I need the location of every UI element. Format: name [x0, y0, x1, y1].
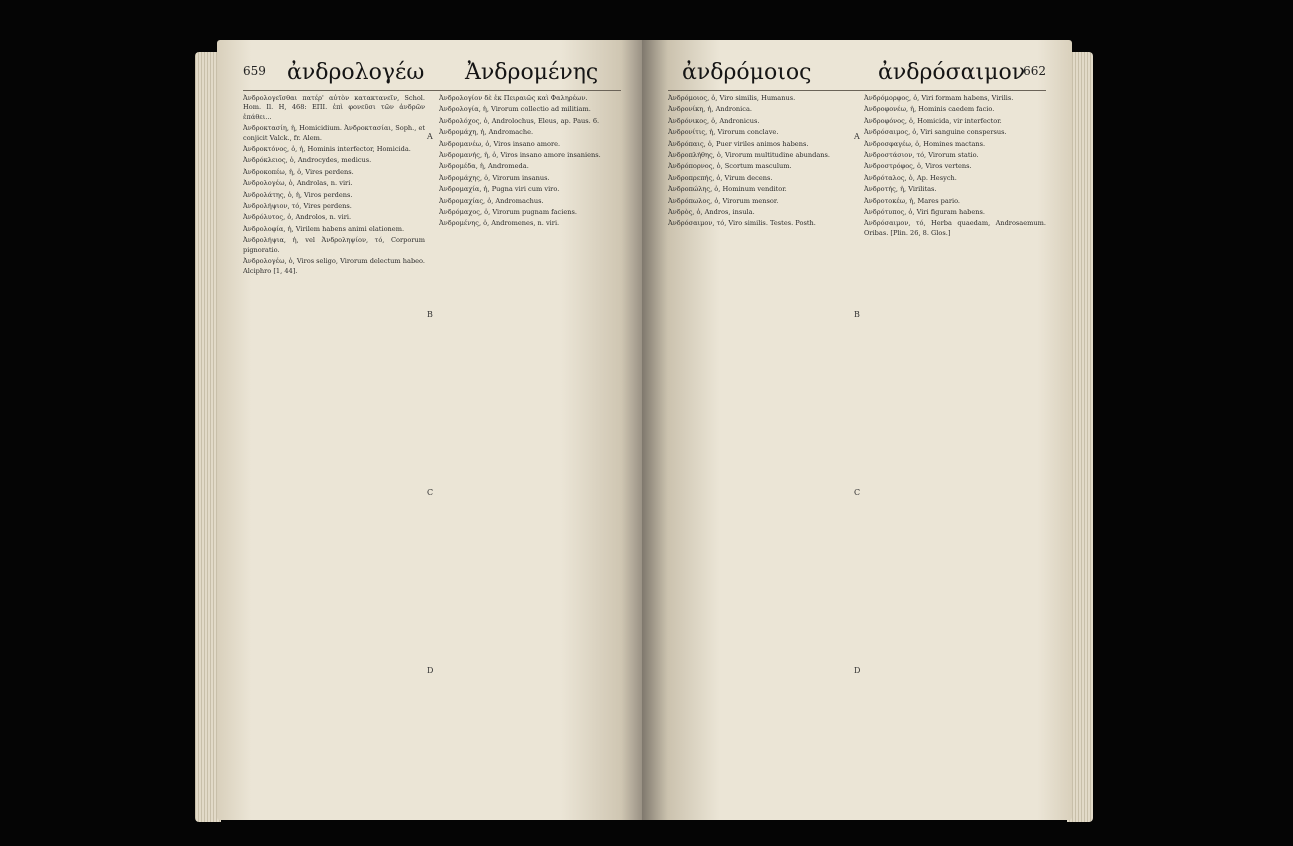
entry: Ἀνδρομαχία, ἡ, Pugna viri cum viro.	[439, 185, 560, 194]
entry: Ἀνδρόσαιμον, τό, Herba quaedam, Androsaemum. Oribas. [Plin. 26, 8. Glos.]	[864, 219, 1046, 237]
entry: Ἀνδρόσαιμος, ὁ, Viri sanguine conspersus.	[864, 128, 1007, 137]
entry: Ἀνδρολογία, ἡ, Virorum collectio ad militiam.	[439, 105, 591, 114]
entry: Ἀνδρὸς, ὁ, Andros, insula.	[668, 208, 755, 217]
entry: Ἀνδρομάχη, ἡ, Andromache.	[439, 128, 534, 137]
column-right	[864, 94, 1046, 802]
entry: Ἀνδροκοπέω, ἡ, ὁ, Vires perdens.	[243, 167, 354, 176]
margin-mark: B	[854, 310, 860, 319]
entry: Ἀνδρόμορφος, ὁ, Viri formam habens, Virilis.	[864, 94, 1014, 102]
header-rule	[243, 90, 621, 91]
entry: Ἀνδρολάτης, ὁ, ἡ, Viros perdens.	[243, 190, 353, 199]
entry: Ἀνδρόκλειος, ὁ, Androcydes, medicus.	[243, 156, 372, 165]
margin-mark: A	[854, 132, 860, 141]
entry: Ἀνδρομένης, ὁ, Andromenes, n. viri.	[439, 219, 560, 228]
entry: Ἀνδρολήψια, ἡ, vel Ἀνδροληψίον, τό, Corporum pignoratio.	[243, 236, 425, 254]
entry: Ἀνδρομάχης, ὁ, Virorum insanus.	[439, 173, 550, 182]
page-number-left: 659	[243, 64, 266, 78]
left-page	[217, 40, 647, 820]
entry: Ἀνδρόμαχος, ὁ, Virorum pugnam faciens.	[439, 208, 577, 217]
text-columns	[243, 94, 621, 802]
entry: Ἀνδροκτόνος, ὁ, ἡ, Hominis interfector, Homicida.	[243, 145, 411, 154]
header-rule	[668, 90, 1046, 91]
entry: Ἀνδρόπορνος, ὁ, Scortum masculum.	[668, 162, 792, 171]
margin-mark: B	[427, 310, 433, 319]
entry: Ἀνδροτής, ἡ, Virilitas.	[864, 185, 937, 194]
entry: Ἀνδροσφαγέω, ὁ, Homines mactans.	[864, 139, 986, 148]
entry: Ἀνδροπρεπής, ὁ, Virum decens.	[668, 173, 773, 182]
entry: Ἀνδρολογεῖσθαι πατέρ' αὐτὸν κατακτανεῖν, Schol. Hom. Il. H, 468: ΕΠΙ. ἐπὶ φονεῦσι τῶν ἀνδρῶν ἐπάθει...	[243, 94, 425, 121]
margin-mark: C	[427, 488, 434, 497]
header-headword-left: ἀνδρόμοιος	[682, 60, 812, 85]
open-book	[195, 40, 1093, 830]
entry: Ἀνδρόσαιμον, τό, Viro similis. Testes. Posth.	[668, 219, 816, 228]
entry: Ἀνδρολογέω, ὁ, Viros seligo, Virorum delectum habeo. Alciphro [1, 44].	[243, 257, 425, 275]
entry: Ἀνδρόπωλος, ὁ, Virorum mensor.	[668, 196, 779, 205]
entry: Ἀνδρόνικος, ὁ, Andronicus.	[668, 116, 760, 125]
entry: Ἀνδρολήψιον, τό, Vires perdens.	[243, 202, 352, 211]
header-headword-right: Ἀνδρομένης	[465, 60, 599, 85]
margin-mark: D	[854, 666, 861, 675]
entry: Ἀνδρομανέω, ὁ, Viros insano amore.	[439, 139, 561, 148]
entry: Ἀνδροστρόφος, ὁ, Viros vertens.	[864, 162, 972, 171]
header-headword-right: ἀνδρόσαιμον	[878, 60, 1026, 85]
margin-mark: A	[427, 132, 433, 141]
entry: Ἀνδρόμοιος, ὁ, Viro similis, Humanus.	[668, 94, 796, 102]
entry: Ἀνδροτοκέω, ἡ, Mares pario.	[864, 196, 961, 205]
entry: Ἀνδρολογέω, ὁ, Androlas, n. viri.	[243, 179, 353, 188]
entry: Ἀνδρολογίον δὲ ἐκ Πειραιῶς καὶ Φαληρέων.	[439, 94, 588, 102]
entry: Ἀνδρόπαις, ὁ, Puer viriles animos habens.	[668, 139, 809, 148]
column-left	[243, 94, 425, 802]
entry: Ἀνδρομέδα, ἡ, Andromeda.	[439, 162, 529, 171]
entry: Ἀνδρόλυτος, ὁ, Androlos, n. viri.	[243, 213, 352, 222]
header-headword-left: ἀνδρολογέω	[287, 60, 425, 85]
entry: Ἀνδρολοφία, ἡ, Virilem habens animi elationem.	[243, 224, 405, 233]
column-right	[439, 94, 621, 802]
text-columns	[668, 94, 1046, 802]
entry: Ἀνδροφονέω, ἡ, Hominis caedem facio.	[864, 105, 995, 114]
entry: Ἀνδρόταλος, ὁ, Ap. Hesych.	[864, 173, 957, 182]
entry: Ἀνδροπώλης, ὁ, Hominum venditor.	[668, 185, 787, 194]
entry: Ἀνδροφόνος, ὁ, Homicida, vir interfector.	[864, 116, 1002, 125]
entry: Ἀνδρομαχίας, ὁ, Andromachus.	[439, 196, 544, 205]
entry: Ἀνδροκτασίη, ἡ, Homicidium. Ἀνδροκτασίαι, Soph., et conjicit Valck., fr. Alem.	[243, 124, 425, 142]
entry: Ἀνδρομανής, ἡ, ὁ, Viros insano amore insaniens.	[439, 151, 601, 160]
entry: Ἀνδρονίτις, ἡ, Virorum conclave.	[668, 128, 779, 137]
entry: Ἀνδροστάσιον, τό, Virorum statio.	[864, 151, 979, 160]
entry: Ἀνδροπλήθης, ὁ, Virorum multitudine abundans.	[668, 151, 831, 160]
entry: Ἀνδρονίκη, ἡ, Andronica.	[668, 105, 753, 114]
column-left	[668, 94, 850, 802]
right-page	[642, 40, 1072, 820]
margin-mark: D	[427, 666, 434, 675]
entry: Ἀνδρολόχος, ὁ, Androlochus, Eleus, ap. Paus. 6.	[439, 116, 600, 125]
margin-mark: C	[854, 488, 861, 497]
page-number-right: 662	[1023, 64, 1046, 78]
entry: Ἀνδρότυπος, ὁ, Viri figuram habens.	[864, 208, 986, 217]
